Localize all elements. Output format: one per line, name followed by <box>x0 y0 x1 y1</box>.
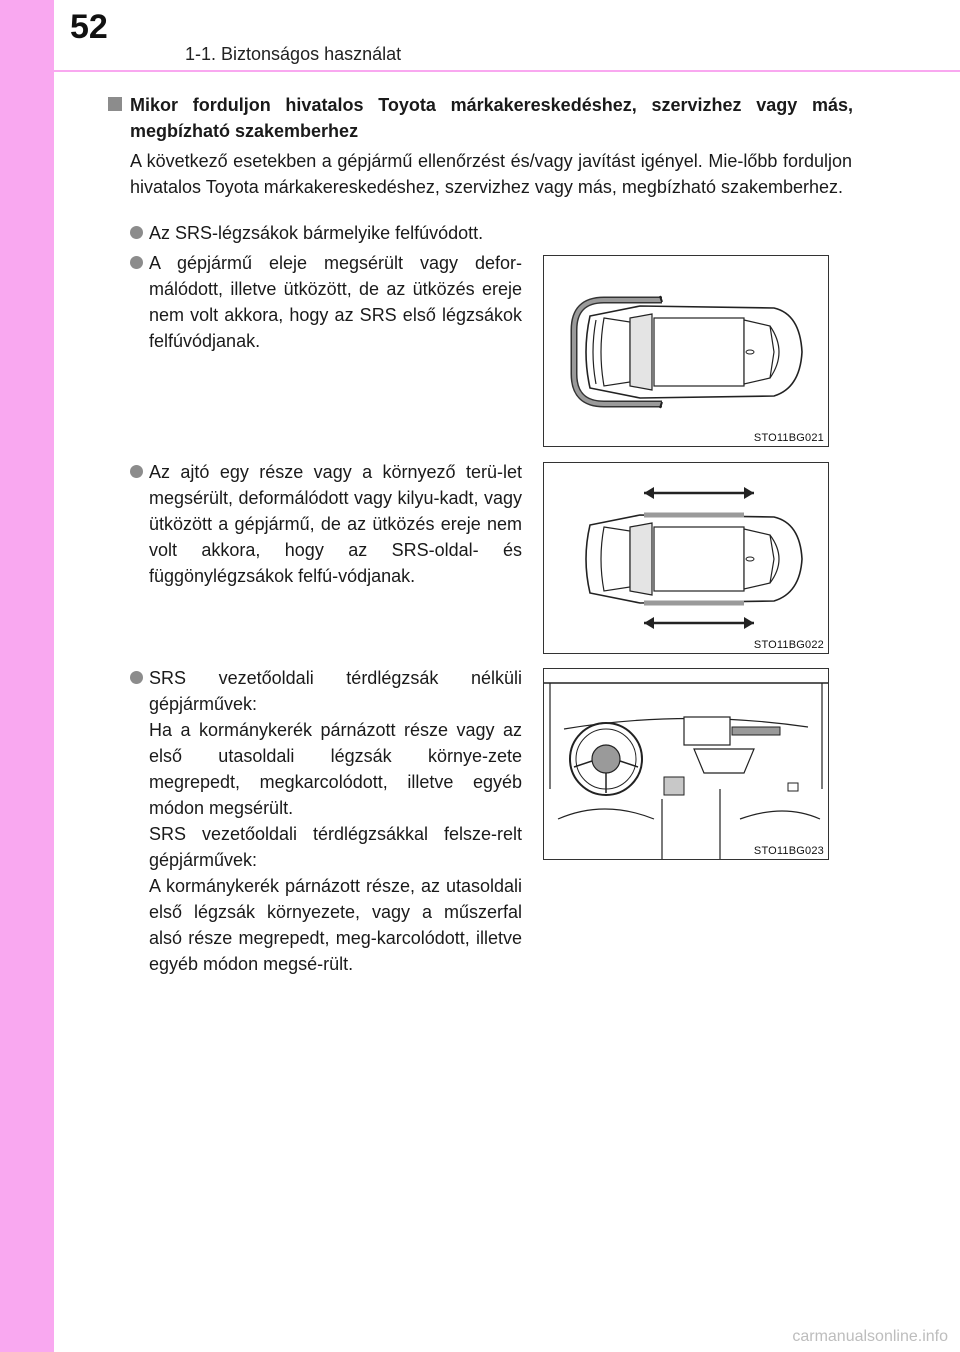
dashboard-interior-illustration <box>544 669 828 859</box>
header-rule <box>54 70 960 72</box>
car-top-view-front-illustration <box>544 256 828 446</box>
bullet-item-2 <box>130 250 522 354</box>
bullet-4-line-1: SRS vezetőoldali térdlégzsák nélküli gépjárművek: <box>149 668 522 714</box>
round-bullet-icon <box>130 256 143 269</box>
bullet-text <box>130 665 522 977</box>
section-title: 1-1. Biztonságos használat <box>185 44 402 64</box>
figure-dashboard <box>543 668 829 860</box>
heading-text: Mikor forduljon hivatalos Toyota márkakereskedéshez, szervizhez vagy más, megbízható szakemberhez <box>130 95 853 141</box>
bullet-item-4 <box>130 665 522 977</box>
round-bullet-icon <box>130 226 143 239</box>
square-bullet-icon <box>108 97 122 111</box>
figure-code: STO11BG022 <box>753 639 824 651</box>
bullet-item-1 <box>130 220 570 246</box>
bullet-text: A gépjármű eleje megsérült vagy defor-málódott, illetve ütközött, de az ütközés ereje nem volt akkora, hogy az SRS első légzsákok felfúvódjanak. <box>149 253 522 351</box>
figure-side-impact <box>543 462 829 654</box>
figure-code: STO11BG023 <box>753 845 824 857</box>
car-top-view-side-illustration <box>544 463 828 653</box>
side-color-band <box>0 0 54 1352</box>
bullet-4-line-3: SRS vezetőoldali térdlégzsákkal felsze-relt gépjárművek: <box>149 824 522 870</box>
round-bullet-icon <box>130 671 143 684</box>
watermark: carmanualsonline.info <box>792 1328 948 1345</box>
bullet-4-line-4: A kormánykerék párnázott része, az utasoldali első légzsák környezete, vagy a műszerfal alsó része megrepedt, meg-karcolódott, illetve egyéb módon megsé-rült. <box>149 876 522 974</box>
bullet-text: Az SRS-légzsákok bármelyike felfúvódott. <box>149 223 484 243</box>
bullet-4-line-2: Ha a kormánykerék párnázott része vagy az első utasoldali légzsák környe-zete megrepedt, megkarcolódott, illetve egyéb módon megsérült. <box>149 720 522 818</box>
bullet-item-3 <box>130 459 522 589</box>
figure-front-impact <box>543 255 829 447</box>
page-number: 52 <box>70 8 108 46</box>
round-bullet-icon <box>130 465 143 478</box>
section-heading <box>108 92 853 144</box>
intro-paragraph: A következő esetekben a gépjármű ellenőrzést és/vagy javítást igényel. Mie-lőbb forduljon hivatalos Toyota márkakereskedéshez, szervizhez vagy más, megbízható szakemberhez. <box>130 151 852 197</box>
figure-code: STO11BG021 <box>753 432 824 444</box>
bullet-text: Az ajtó egy része vagy a környező terü-let megsérült, deformálódott vagy kilyu-kadt, vagy ütközött a gépjármű, de az ütközés ereje nem volt akkora, hogy az SRS-oldal- és függönylégzsákok felfú-vódjanak. <box>149 462 522 586</box>
